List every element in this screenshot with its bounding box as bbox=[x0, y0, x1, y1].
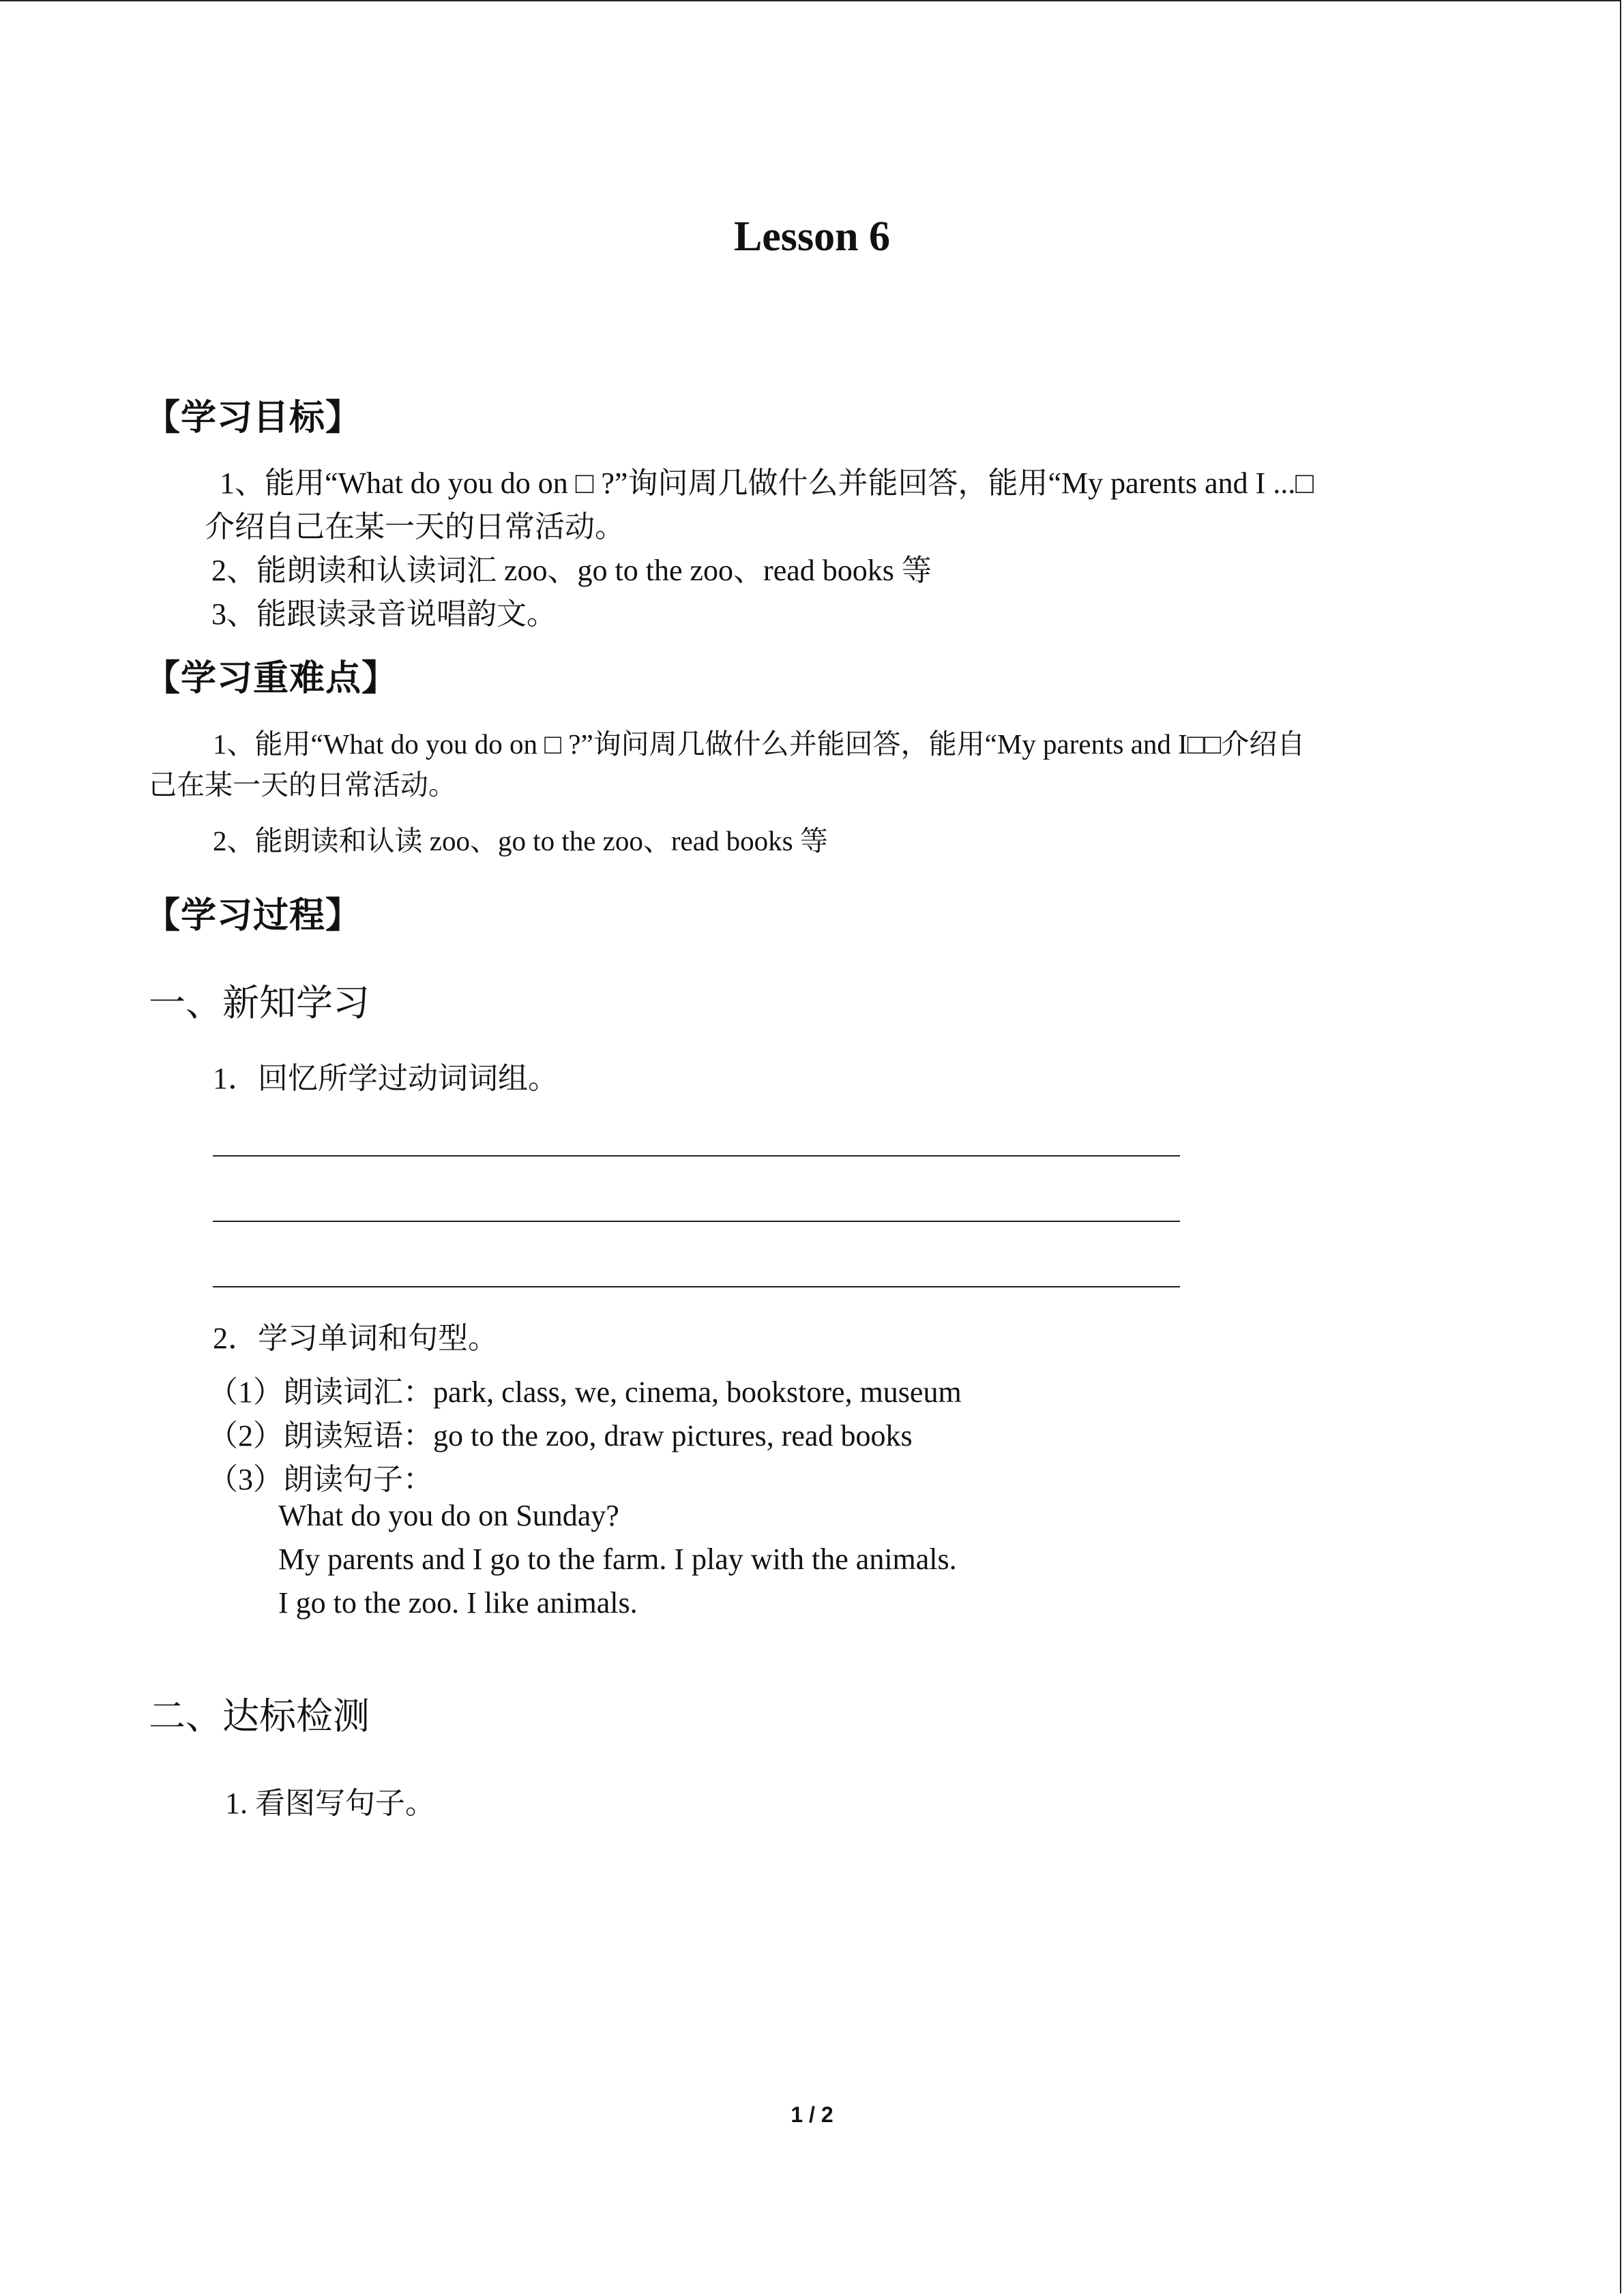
objective-item-1-line-2: 介绍自己在某一天的日常活动。 bbox=[205, 510, 625, 543]
document-title: Lesson 6 bbox=[733, 213, 891, 260]
step-2-text: 2．学习单词和句型。 bbox=[213, 1322, 498, 1355]
part-1-heading: 一、新知学习 bbox=[149, 981, 370, 1024]
objective-item-1-line-1: 1、能用“What do you do on □ ?”询问周几做什么并能回答，能用“My parents and I ...□ bbox=[220, 466, 1314, 500]
vocabulary-line: （1）朗读词汇：park, class, we, cinema, bookstore, museum bbox=[208, 1375, 962, 1409]
key-points-heading: 【学习重难点】 bbox=[145, 658, 398, 699]
phrases-line: （2）朗读短语：go to the zoo, draw pictures, read books bbox=[208, 1419, 913, 1452]
test-1-text: 1. 看图写句子。 bbox=[225, 1787, 435, 1820]
objective-item-2: 2、能朗读和认读词汇 zoo、go to the zoo、read books 等 bbox=[211, 554, 932, 587]
sentence-1: What do you do on Sunday? bbox=[278, 1499, 619, 1532]
key-point-item-1-line-1: 1、能用“What do you do on □ ?”询问周几做什么并能回答，能用“My parents and I□□介绍自 bbox=[213, 728, 1305, 760]
sentence-3: I go to the zoo. I like animals. bbox=[278, 1586, 638, 1620]
answer-line-3[interactable] bbox=[213, 1286, 1180, 1287]
step-1-text: 1．回忆所学过动词词组。 bbox=[213, 1062, 558, 1095]
sentences-label: （3）朗读句子： bbox=[208, 1463, 433, 1496]
key-point-item-2: 2、能朗读和认读 zoo、go to the zoo、read books 等 bbox=[213, 825, 828, 856]
part-2-heading: 二、达标检测 bbox=[149, 1695, 370, 1738]
objective-item-3: 3、能跟读录音说唱韵文。 bbox=[211, 597, 557, 631]
objectives-heading: 【学习目标】 bbox=[145, 398, 362, 438]
page-number: 1 / 2 bbox=[791, 2102, 833, 2127]
answer-line-2[interactable] bbox=[213, 1221, 1180, 1222]
answer-line-1[interactable] bbox=[213, 1155, 1180, 1157]
process-heading: 【学习过程】 bbox=[145, 895, 362, 936]
sentence-2: My parents and I go to the farm. I play with the animals. bbox=[278, 1542, 957, 1576]
key-point-item-1-line-2: 己在某一天的日常活动。 bbox=[149, 769, 456, 801]
